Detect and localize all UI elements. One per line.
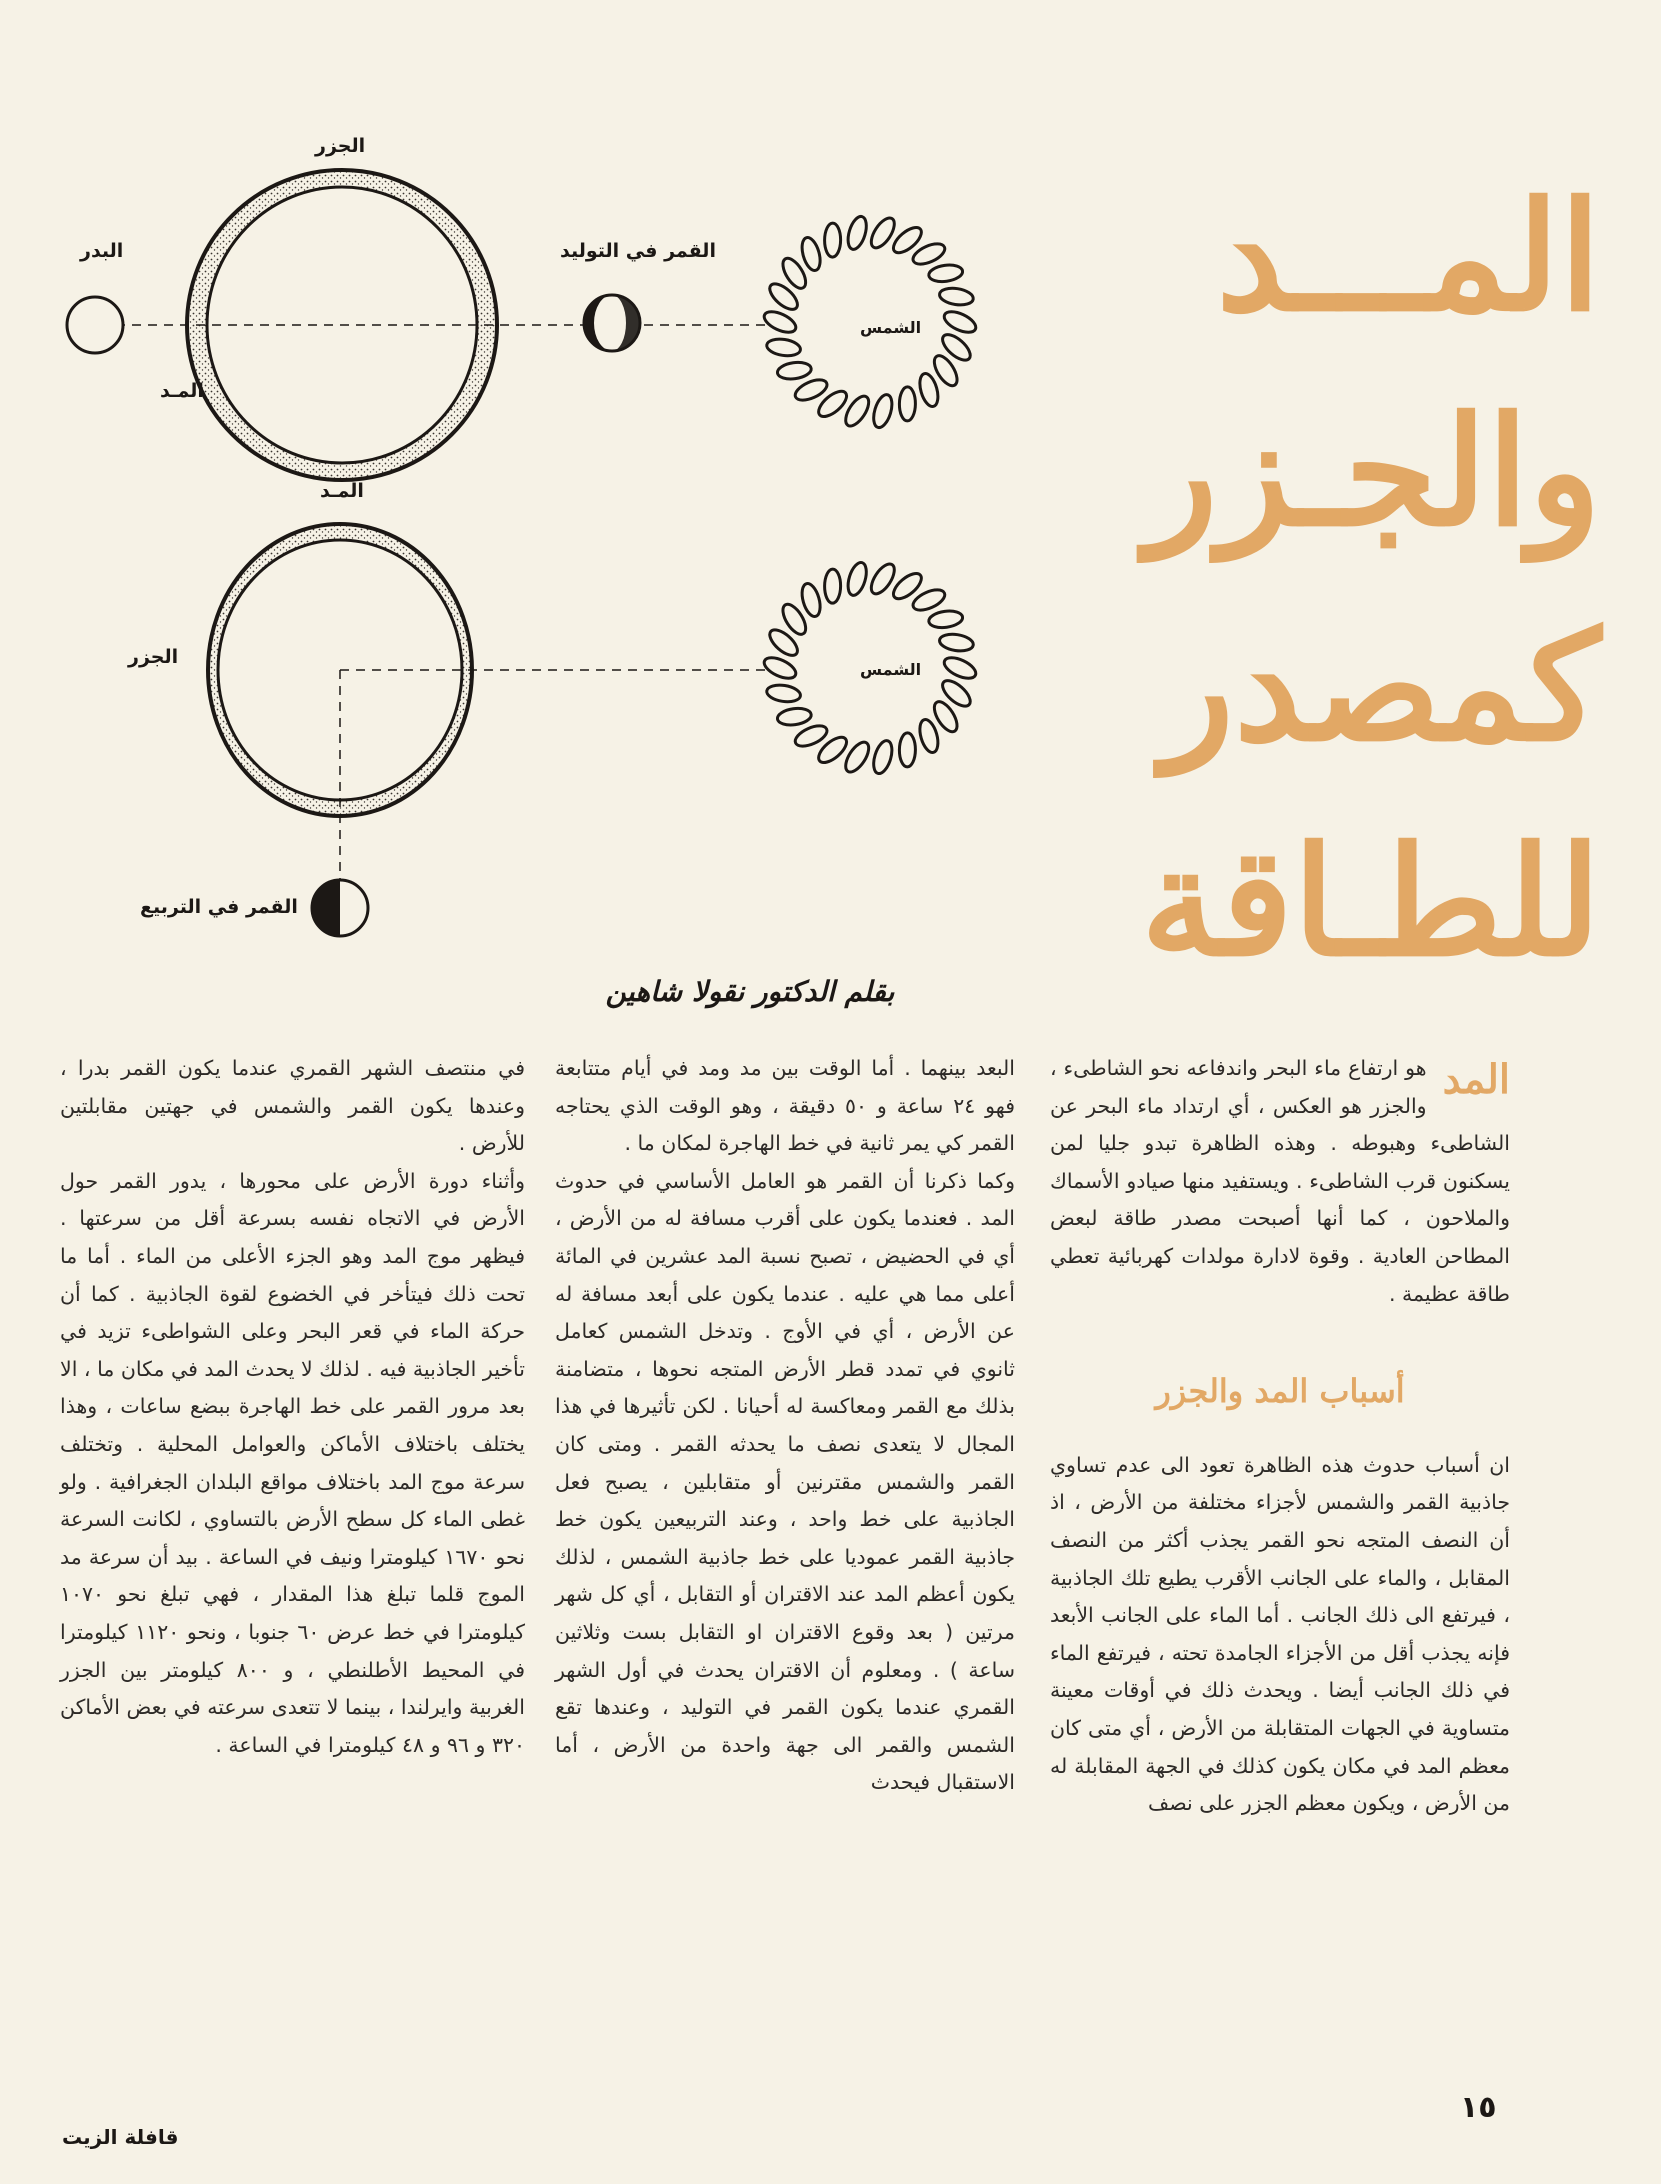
full-moon-icon bbox=[67, 297, 123, 353]
causes-paragraph: ان أسباب حدوث هذه الظاهرة تعود الى عدم تساوي جاذبية القمر والشمس لأجزاء مختلفة من الأرض ، اذ أن النصف المتجه نحو القمر يجذب أكثر من النصف المقابل ، والماء على الجانب الأقرب يطيع تلك الجاذبية ، فيرتفع الى ذلك الجانب . أما الماء على الجانب الأبعد فإنه يجذب أقل من الأجزاء الجامدة تحته ، فيرتفع الماء في ذلك الجانب أيضا . ويحدث ذلك في أوقات معينة متساوية في الجهات المتقابلة من الأرض ، أي متى كان معظم المد في مكان يكون كذلك في الجهة المقابلة له من الأرض ، ويكون معظم الجزر على نصف bbox=[1050, 1452, 1510, 1816]
author-byline: بقلم الدكتور نقولا شاهين bbox=[605, 975, 895, 1008]
title-line-2: والجـزر bbox=[1145, 384, 1601, 560]
paragraph: وكما ذكرنا أن القمر هو العامل الأساسي في حدوث المد . فعندما يكون على أقرب مسافة له من الأرض ، أي في الحضيض ، تصبح نسبة المد عشرين في المائة أعلى مما هي عليه . عندما يكون على أبعد مسافة له عن الأرض ، أي في الأوج . وتدخل الشمس كعامل ثانوي في تمدد قطر الأرض المتجه نحوها ، متضامنة بذلك مع القمر ومعاكسة له أحيانا . لكن تأثيرها في هذا المجال لا يتعدى نصف ما يحدثه القمر . ومتى كان القمر والشمس مقترنين أو متقابلين ، يصبح فعل الجاذبية على خط واحد ، وعند التربيعين يكون خط جاذبية القمر عموديا على خط جاذبية الشمس ، لذلك يكون أعظم المد عند الاقتران أو التقابل ، أي كل شهر مرتين ( بعد وقوع الاقتران او التقابل بست وثلاثين ساعة ) . ومعلوم أن الاقتران يحدث في أول الشهر القمري عندما يكون القمر في التوليد ، وعندها تقع الشمس والقمر الى جهة واحدة من الأرض ، أما الاستقبال فيحدث bbox=[555, 1168, 1015, 1795]
article-column-1 bbox=[1050, 1050, 1510, 1823]
label-ebb-bottom: الجزر bbox=[128, 646, 179, 668]
paragraph: البعد بينهما . أما الوقت بين مد ومد في أيام متتابعة فهو ٢٤ ساعة و ٥٠ دقيقة ، وهو الوقت الذي يحتاجه القمر كي يمر ثانية في خط الهاجرة لمكان ما . bbox=[555, 1056, 1015, 1156]
magazine-name: قافلة الزيت bbox=[62, 2125, 179, 2149]
section-heading: أسباب المد والجزر bbox=[1155, 1372, 1405, 1411]
label-sun-bottom: الشمس bbox=[860, 660, 922, 679]
paragraph: وأثناء دورة الأرض على محورها ، يدور القمر حول الأرض في الاتجاه نفسه بسرعة أقل من سرعتها . فيظهر موج المد وهو الجزء الأعلى من الماء . أما ما تحت ذلك فيتأخر في الخضوع لقوة الجاذبية . كما أن حركة الماء في قعر البحر وعلى الشواطىء تزيد في تأخير الجاذبية فيه . لذلك لا يحدث المد في مكان ما ، الا بعد مرور القمر على خط الهاجرة ببضع ساعات ، وهذا يختلف باختلاف الأماكن والعوامل المحلية . وتختلف سرعة موج المد باختلاف مواقع البلدان الجغرافية . ولو غطى الماء كل سطح الأرض بالتساوي ، لكانت السرعة نحو ١٦٧٠ كيلومترا ونيف في الساعة . بيد أن سرعة مد الموج قلما تبلغ هذا المقدار ، فهي تبلغ نحو ١٠٧٠ كيلومترا في خط عرض ٦٠ جنوبا ، ونحو ١١٢٠ كيلومترا في المحيط الأطلنطي ، و ٨٠٠ كيلومتر بين الجزر الغربية وايرلندا ، بينما لا تتعدى سرعته في بعض الأماكن ٣٢٠ و ٩٦ و ٤٨ كيلومترا في الساعة . bbox=[60, 1168, 526, 1757]
article-title bbox=[1121, 150, 1601, 1010]
label-quarter-moon: القمر في التربيع bbox=[140, 896, 298, 918]
article-column-3 bbox=[60, 1050, 525, 1764]
label-sun-top: الشمس bbox=[860, 318, 922, 337]
title-line-4: للطـاقة bbox=[1140, 814, 1601, 990]
lead-word: المد bbox=[1442, 1056, 1510, 1103]
title-line-3: كمصدر bbox=[1161, 599, 1601, 775]
new-moon-icon bbox=[584, 295, 640, 351]
label-full-moon: البدر bbox=[80, 240, 124, 262]
intro-paragraph bbox=[1050, 1050, 1510, 1313]
paragraph: في منتصف الشهر القمري عندما يكون القمر بدرا ، وعندها يكون القمر والشمس في جهتين مقابلتين للأرض . bbox=[60, 1056, 525, 1156]
intro-text: هو ارتفاع ماء البحر واندفاعه نحو الشاطىء ، والجزر هو العكس ، أي ارتداد ماء البحر عن الشاطىء وهبوطه . وهذه الظاهرة تبدو جليا لمن يسكنون قرب الشاطىء . ويستفيد منها صيادو الأسماك والملاحون ، كما أنها أصبحت مصدر طاقة لبعض المطاحن العادية . وقوة لادارة مولدات كهربائية تعطي طاقة عظيمة . bbox=[1050, 1056, 1510, 1306]
title-line-1: المـــد bbox=[1216, 169, 1601, 345]
label-flood-bottom: المـد bbox=[320, 480, 364, 502]
label-ebb-top: الجزر bbox=[315, 135, 366, 157]
label-new-moon: القمر في التوليد bbox=[560, 240, 716, 262]
label-flood-top: المـد bbox=[160, 380, 204, 402]
page-number: ١٥ bbox=[1460, 2090, 1497, 2125]
article-column-2 bbox=[555, 1050, 1015, 1802]
quarter-moon-icon bbox=[312, 880, 368, 936]
